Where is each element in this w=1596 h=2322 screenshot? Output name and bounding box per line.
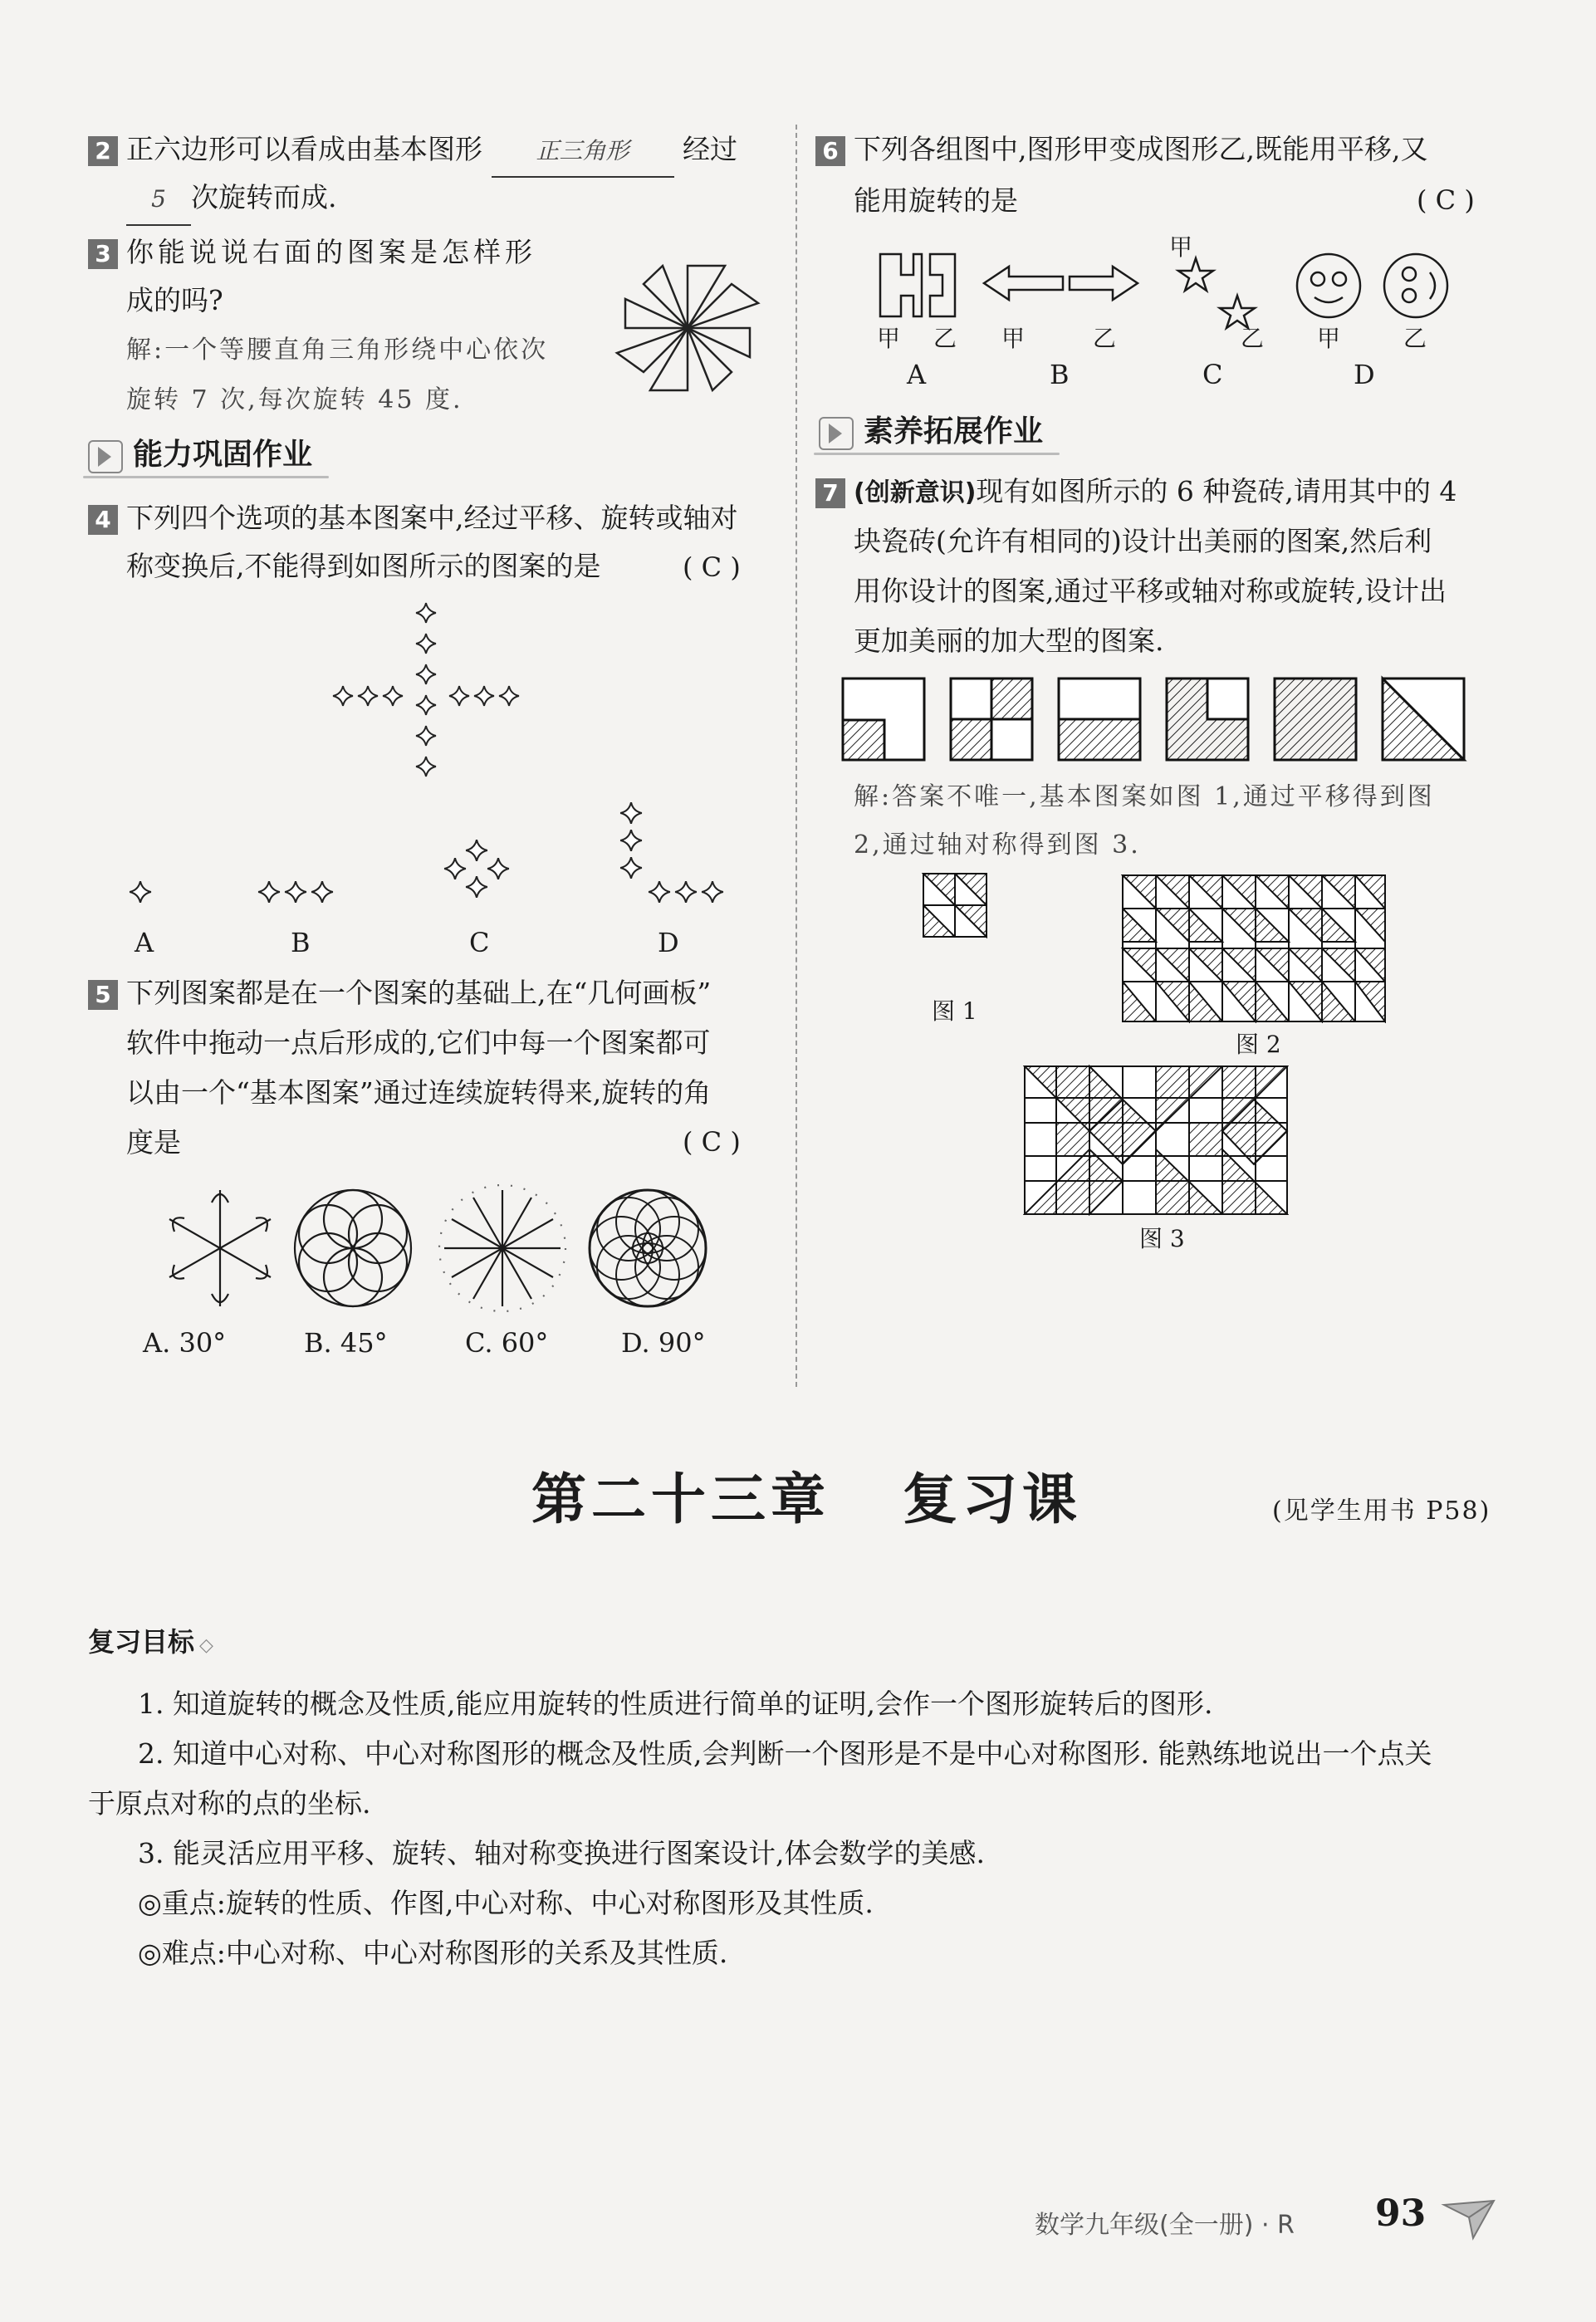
q2-line2 <box>126 173 337 226</box>
q5-figure-a <box>169 1190 271 1306</box>
q4-number: 4 <box>88 505 118 535</box>
q6-b-yi: 乙 <box>1093 325 1117 352</box>
q5-answer: ( C ) <box>683 1126 741 1158</box>
tile-6 <box>1383 678 1464 760</box>
section-underline-2 <box>814 453 1060 455</box>
q5-text3: 以由一个“基本图案”通过连续旋转得来,旋转的角 <box>126 1076 712 1109</box>
q3-answer2: 旋转 7 次,每次旋转 45 度. <box>126 385 463 414</box>
q4-option-b: B <box>291 927 311 958</box>
tile-1 <box>843 678 924 760</box>
paper-crane-icon <box>1440 2192 1498 2242</box>
q7-figure-3 <box>1023 1065 1289 1216</box>
footer-book-title: 数学九年级(全一册) · R <box>1035 2211 1295 2240</box>
q4-option-d: D <box>658 927 679 958</box>
q4-option-d-figure <box>620 802 723 903</box>
q6-a-yi: 乙 <box>933 325 957 352</box>
q7-tiles <box>839 674 1486 766</box>
q4-text1: 下列四个选项的基本图案中,经过平移、旋转或轴对 <box>126 502 738 534</box>
q6-option-d: D <box>1354 359 1375 390</box>
q4-option-b-figure <box>258 881 333 903</box>
q5-option-a: A. 30° <box>143 1327 227 1359</box>
section-literacy <box>814 409 1043 455</box>
q6-answer: ( C ) <box>1417 184 1475 216</box>
q7-text1: 现有如图所示的 6 种瓷砖,请用其中的 4 <box>976 475 1457 507</box>
q5-text2: 软件中拖动一点后形成的,它们中每一个图案都可 <box>126 1026 711 1059</box>
q6-d-yi: 乙 <box>1403 325 1427 352</box>
chapter-title: 第二十三章 复习课 <box>531 1467 1082 1531</box>
footer-page-number: 93 <box>1375 2192 1427 2235</box>
q3 <box>88 228 536 277</box>
diamond-icon: ◇ <box>199 1635 213 1656</box>
q7 <box>815 467 1456 518</box>
q7-answer1: 解:答案不唯一,基本图案如图 1,通过平移得到图 <box>854 782 1435 811</box>
tile-4 <box>1167 678 1248 760</box>
q3-text2: 成的吗? <box>126 284 223 316</box>
column-divider <box>796 125 797 1387</box>
chapter-reference: (见学生用书 P58) <box>1272 1497 1491 1526</box>
goals-heading <box>88 1621 213 1659</box>
goal-item-2-cont: 于原点对称的点的坐标. <box>88 1787 371 1820</box>
goal-item-2: 2. 知道中心对称、中心对称图形的概念及性质,会判断一个图形是不是中心对称图形. 能熟练地说出一个点关 <box>138 1737 1432 1770</box>
section-underline <box>83 476 329 478</box>
tile-5 <box>1275 678 1356 760</box>
q5-option-c: C. 60° <box>465 1327 549 1359</box>
goal-difficult-points: ◎难点:中心对称、中心对称图形的关系及其性质. <box>138 1937 728 1969</box>
q7-figure-2 <box>1121 874 1387 1023</box>
q5-figure-d <box>590 1190 706 1306</box>
q2-blank2: 5 <box>126 174 191 226</box>
q2-text1: 正六边形可以看成由基本图形 <box>126 133 482 165</box>
q7-figure-1 <box>922 872 988 938</box>
q6-number: 6 <box>815 136 845 166</box>
goal-key-points: ◎重点:旋转的性质、作图,中心对称、中心对称图形及其性质. <box>138 1887 874 1919</box>
q5-figure-b <box>295 1190 411 1306</box>
q6-a-jia: 甲 <box>877 325 901 352</box>
goal-item-1: 1. 知道旋转的概念及性质,能应用旋转的性质进行简单的证明,会作一个图形旋转后的图形. <box>138 1688 1213 1720</box>
q2-number: 2 <box>88 136 118 166</box>
q6-option-b: B <box>1050 359 1070 390</box>
q2-text3: 次旋转而成. <box>191 181 337 213</box>
q5-option-b: B. 45° <box>304 1327 388 1359</box>
q4-option-c: C <box>469 927 490 958</box>
q4-main-cross <box>333 603 519 776</box>
q5-text1: 下列图案都是在一个图案的基础上,在“几何画板” <box>126 977 712 1009</box>
q2-text2: 经过 <box>683 133 737 165</box>
section-arrow-icon <box>88 440 123 473</box>
q6-text1: 下列各组图中,图形甲变成图形乙,既能用平移,又 <box>854 133 1428 165</box>
q6-text2: 能用旋转的是 <box>854 184 1018 217</box>
q7-fig2-label: 图 2 <box>1236 1031 1281 1058</box>
q4-option-a-figure <box>130 881 151 903</box>
q5 <box>88 968 711 1018</box>
section-ability-title: 能力巩固作业 <box>133 438 313 472</box>
q7-text3: 用你设计的图案,通过平移或轴对称或旋转,设计出 <box>854 575 1447 607</box>
q4-option-a: A <box>135 927 154 958</box>
tile-3 <box>1059 678 1140 760</box>
goal-item-3: 3. 能灵活应用平移、旋转、轴对称变换进行图案设计,体会数学的美感. <box>138 1837 985 1869</box>
q5-number: 5 <box>88 980 118 1010</box>
tile-2 <box>951 678 1032 760</box>
q5-option-d: D. 90° <box>621 1327 706 1359</box>
q6-c-yi: 乙 <box>1241 325 1265 352</box>
q5-figures <box>149 1178 714 1319</box>
q6-b-jia: 甲 <box>1001 325 1026 352</box>
q6-option-a: A <box>907 359 927 390</box>
q6-labels <box>862 229 1493 354</box>
q2 <box>88 125 737 178</box>
q7-text2: 块瓷砖(允许有相同的)设计出美丽的图案,然后利 <box>854 525 1432 557</box>
pinwheel-figure <box>605 257 771 399</box>
q4 <box>88 493 738 543</box>
q7-fig1-label: 图 1 <box>932 997 977 1025</box>
q7-number: 7 <box>815 478 845 508</box>
q5-text4: 度是 <box>126 1126 181 1159</box>
goals-heading-text: 复习目标 <box>88 1626 195 1658</box>
q5-figure-c <box>439 1185 565 1311</box>
q6-d-jia: 甲 <box>1317 325 1341 352</box>
q7-answer2: 2,通过轴对称得到图 3. <box>854 830 1141 860</box>
q6 <box>815 125 1427 174</box>
q6-option-c: C <box>1202 359 1223 390</box>
q3-number: 3 <box>88 239 118 269</box>
q4-answer: ( C ) <box>683 551 741 583</box>
q4-figures <box>83 590 781 955</box>
q2-blank1: 正三角形 <box>492 126 674 178</box>
q7-fig3-label: 图 3 <box>1139 1225 1185 1252</box>
q4-text2: 称变换后,不能得到如图所示的图案的是 <box>126 550 601 582</box>
q4-option-c-figure <box>444 840 509 898</box>
section-literacy-title: 素养拓展作业 <box>864 414 1044 448</box>
q7-text4: 更加美丽的加大型的图案. <box>854 625 1164 657</box>
q7-tag: (创新意识) <box>854 478 977 507</box>
section-ability <box>83 432 312 478</box>
q3-text1: 你能说说右面的图案是怎样形 <box>126 236 536 268</box>
section-arrow-icon-2 <box>819 417 854 450</box>
q6-c-jia: 甲 <box>1169 233 1193 261</box>
q3-answer1: 解:一个等腰直角三角形绕中心依次 <box>126 336 549 365</box>
